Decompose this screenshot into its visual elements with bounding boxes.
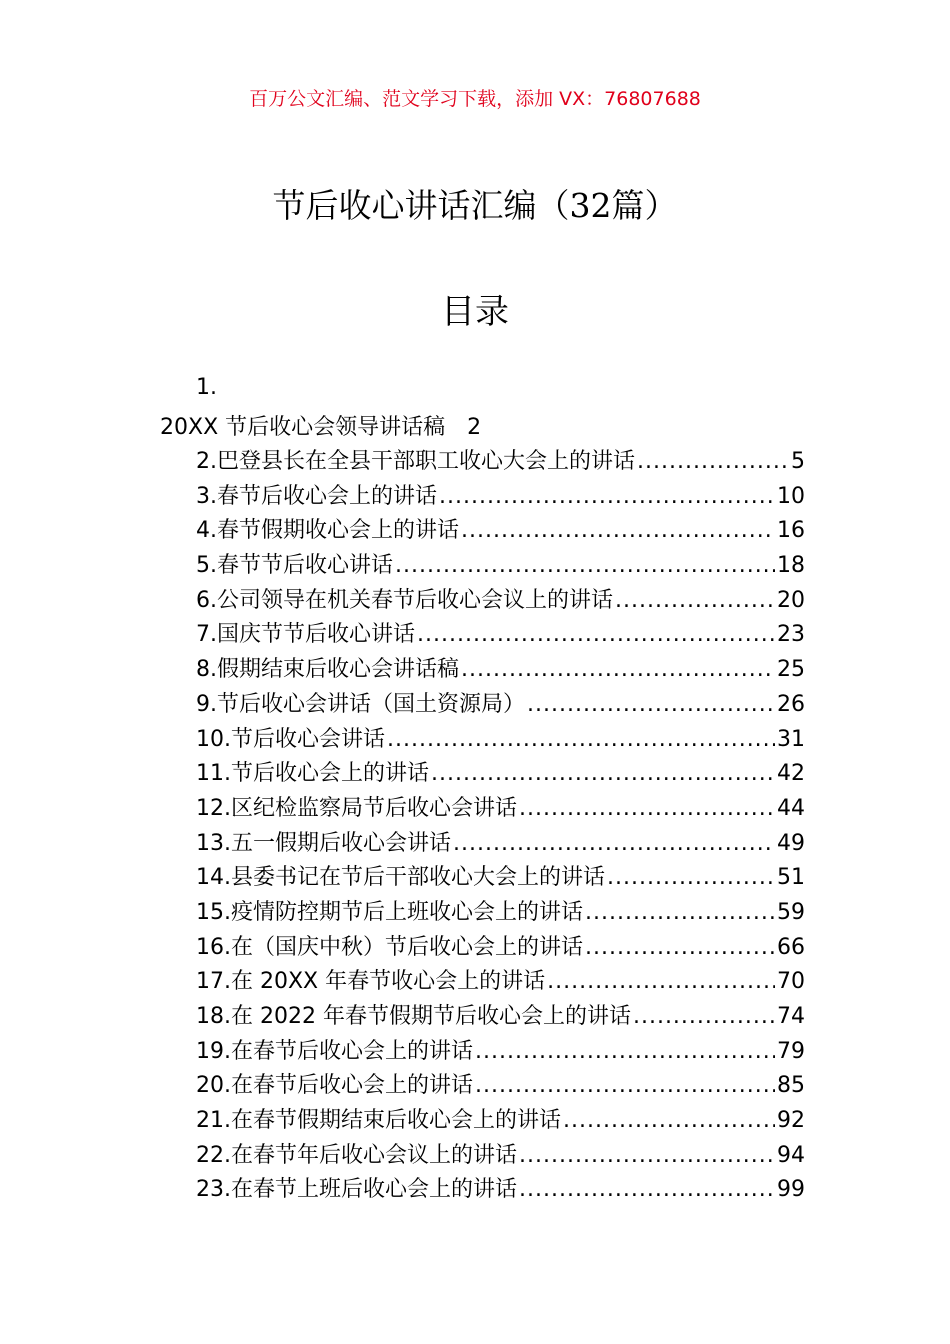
dot-leader (585, 896, 775, 931)
toc-entry[interactable] (196, 861, 805, 896)
toc-entry-title: 19.在春节后收心会上的讲话 (196, 1038, 473, 1064)
toc-entry-title: 9.节后收心会讲话（国土资源局） (196, 691, 525, 717)
toc-entry[interactable] (196, 514, 805, 549)
toc-entry-title: 21.在春节假期结束后收心会上的讲话 (196, 1108, 561, 1134)
toc-entry[interactable] (196, 827, 805, 862)
toc-entry[interactable] (196, 1173, 805, 1208)
toc-entry[interactable] (196, 931, 805, 966)
dot-leader (417, 618, 775, 653)
title-prefix: 节后收心讲话汇编（ (272, 186, 570, 225)
toc-entry-1[interactable] (160, 410, 481, 441)
toc-entry-title: 6.公司领导在机关春节后收心会议上的讲话 (196, 587, 613, 613)
toc-entry-title: 16.在（国庆中秋）节后收心会上的讲话 (196, 934, 583, 960)
toc-entry-title: 8.假期结束后收心会讲话稿 (196, 657, 459, 683)
dot-leader (453, 827, 775, 862)
toc-entry-page: 94 (777, 1142, 805, 1168)
dot-leader (519, 792, 775, 827)
dot-leader (585, 931, 775, 966)
toc-entry-title: 23.在春节上班后收心会上的讲话 (196, 1177, 517, 1203)
dot-leader (607, 861, 775, 896)
header-note: 百万公文汇编、范文学习下载，添加 VX：76807688 (249, 88, 701, 110)
toc-entry-title: 20.在春节后收心会上的讲话 (196, 1073, 473, 1099)
toc-entry-page: 85 (777, 1073, 805, 1099)
toc-entry-title: 2.巴登县长在全县干部职工收心大会上的讲话 (196, 449, 635, 474)
toc-entry-page: 70 (777, 969, 805, 995)
toc-entry-page: 66 (777, 934, 805, 960)
dot-leader (387, 723, 775, 758)
toc-entry-title: 17.在 20XX 年春节收心会上的讲话 (196, 969, 546, 995)
toc-entry-page: 25 (777, 657, 805, 683)
toc-entry[interactable] (196, 618, 805, 653)
toc-entry[interactable] (196, 688, 805, 723)
toc-entry-title: 7.国庆节节后收心讲话 (196, 622, 415, 648)
toc-entry-title: 3.春节后收心会上的讲话 (196, 483, 437, 509)
toc-entry[interactable] (196, 757, 805, 792)
toc-entry-page: 44 (777, 795, 805, 821)
toc-entry-page: 59 (777, 899, 805, 925)
title-number: 32 (569, 186, 612, 225)
toc-entry-page: 20 (777, 587, 805, 613)
toc-entry-1-number[interactable]: 1. (196, 375, 217, 400)
dot-leader (519, 1173, 775, 1208)
dot-leader (431, 757, 775, 792)
toc-entry-page: 49 (777, 830, 805, 856)
toc-entry-page: 18 (777, 553, 805, 579)
toc-entry[interactable] (196, 965, 805, 1000)
toc-list (196, 445, 805, 1208)
toc-entry-title: 18.在 2022 年春节假期节后收心会上的讲话 (196, 1004, 631, 1029)
dot-leader (615, 584, 775, 619)
toc-entry-page: 74 (777, 1004, 805, 1029)
toc-entry-title: 10.节后收心会讲话 (196, 726, 385, 752)
toc-entry-page: 5 (791, 449, 805, 474)
toc-entry-page: 92 (777, 1108, 805, 1134)
toc-entry-page: 2 (467, 415, 482, 440)
toc-entry-title: 22.在春节年后收心会议上的讲话 (196, 1142, 517, 1168)
toc-entry[interactable] (196, 723, 805, 758)
toc-entry-page: 79 (777, 1038, 805, 1064)
toc-entry[interactable] (196, 1035, 805, 1070)
dot-leader (633, 1000, 775, 1035)
toc-entry[interactable] (196, 1000, 805, 1035)
toc-entry-page: 42 (777, 761, 805, 787)
dot-leader (461, 653, 775, 688)
toc-entry-page: 23 (777, 622, 805, 648)
toc-entry-page: 10 (777, 483, 805, 509)
toc-entry[interactable] (196, 653, 805, 688)
toc-entry-title: 12.区纪检监察局节后收心会讲话 (196, 795, 517, 821)
toc-entry-title: 14.县委书记在节后干部收心大会上的讲话 (196, 865, 605, 891)
toc-entry-title: 20XX 节后收心会领导讲话稿 (160, 415, 446, 440)
dot-leader (519, 1139, 775, 1174)
title-suffix: 篇） (611, 186, 678, 225)
toc-entry-title: 5.春节节后收心讲话 (196, 553, 393, 579)
toc-entry[interactable] (196, 584, 805, 619)
dot-leader (475, 1035, 775, 1070)
toc-entry-title: 15.疫情防控期节后上班收心会上的讲话 (196, 899, 583, 925)
toc-entry-title: 4.春节假期收心会上的讲话 (196, 518, 459, 544)
toc-entry[interactable] (196, 1069, 805, 1104)
dot-leader (475, 1069, 775, 1104)
toc-entry[interactable] (196, 792, 805, 827)
dot-leader (547, 965, 775, 1000)
toc-entry-page: 16 (777, 518, 805, 544)
dot-leader (395, 549, 775, 584)
toc-entry-page: 99 (777, 1177, 805, 1203)
dot-leader (527, 688, 775, 723)
toc-entry[interactable] (196, 445, 805, 480)
toc-entry[interactable] (196, 480, 805, 515)
toc-entry-page: 26 (777, 691, 805, 717)
dot-leader (637, 445, 789, 480)
toc-entry[interactable] (196, 1139, 805, 1174)
dot-leader (439, 480, 775, 515)
document-title (0, 180, 950, 227)
dot-leader (461, 514, 775, 549)
toc-entry-title: 13.五一假期后收心会讲话 (196, 830, 451, 856)
toc-entry-page: 31 (777, 726, 805, 752)
toc-entry[interactable] (196, 549, 805, 584)
toc-heading: 目录 (441, 292, 509, 332)
dot-leader (563, 1104, 775, 1139)
toc-entry-page: 51 (777, 865, 805, 891)
toc-entry[interactable] (196, 1104, 805, 1139)
toc-entry[interactable] (196, 896, 805, 931)
toc-entry-title: 11.节后收心会上的讲话 (196, 761, 429, 787)
